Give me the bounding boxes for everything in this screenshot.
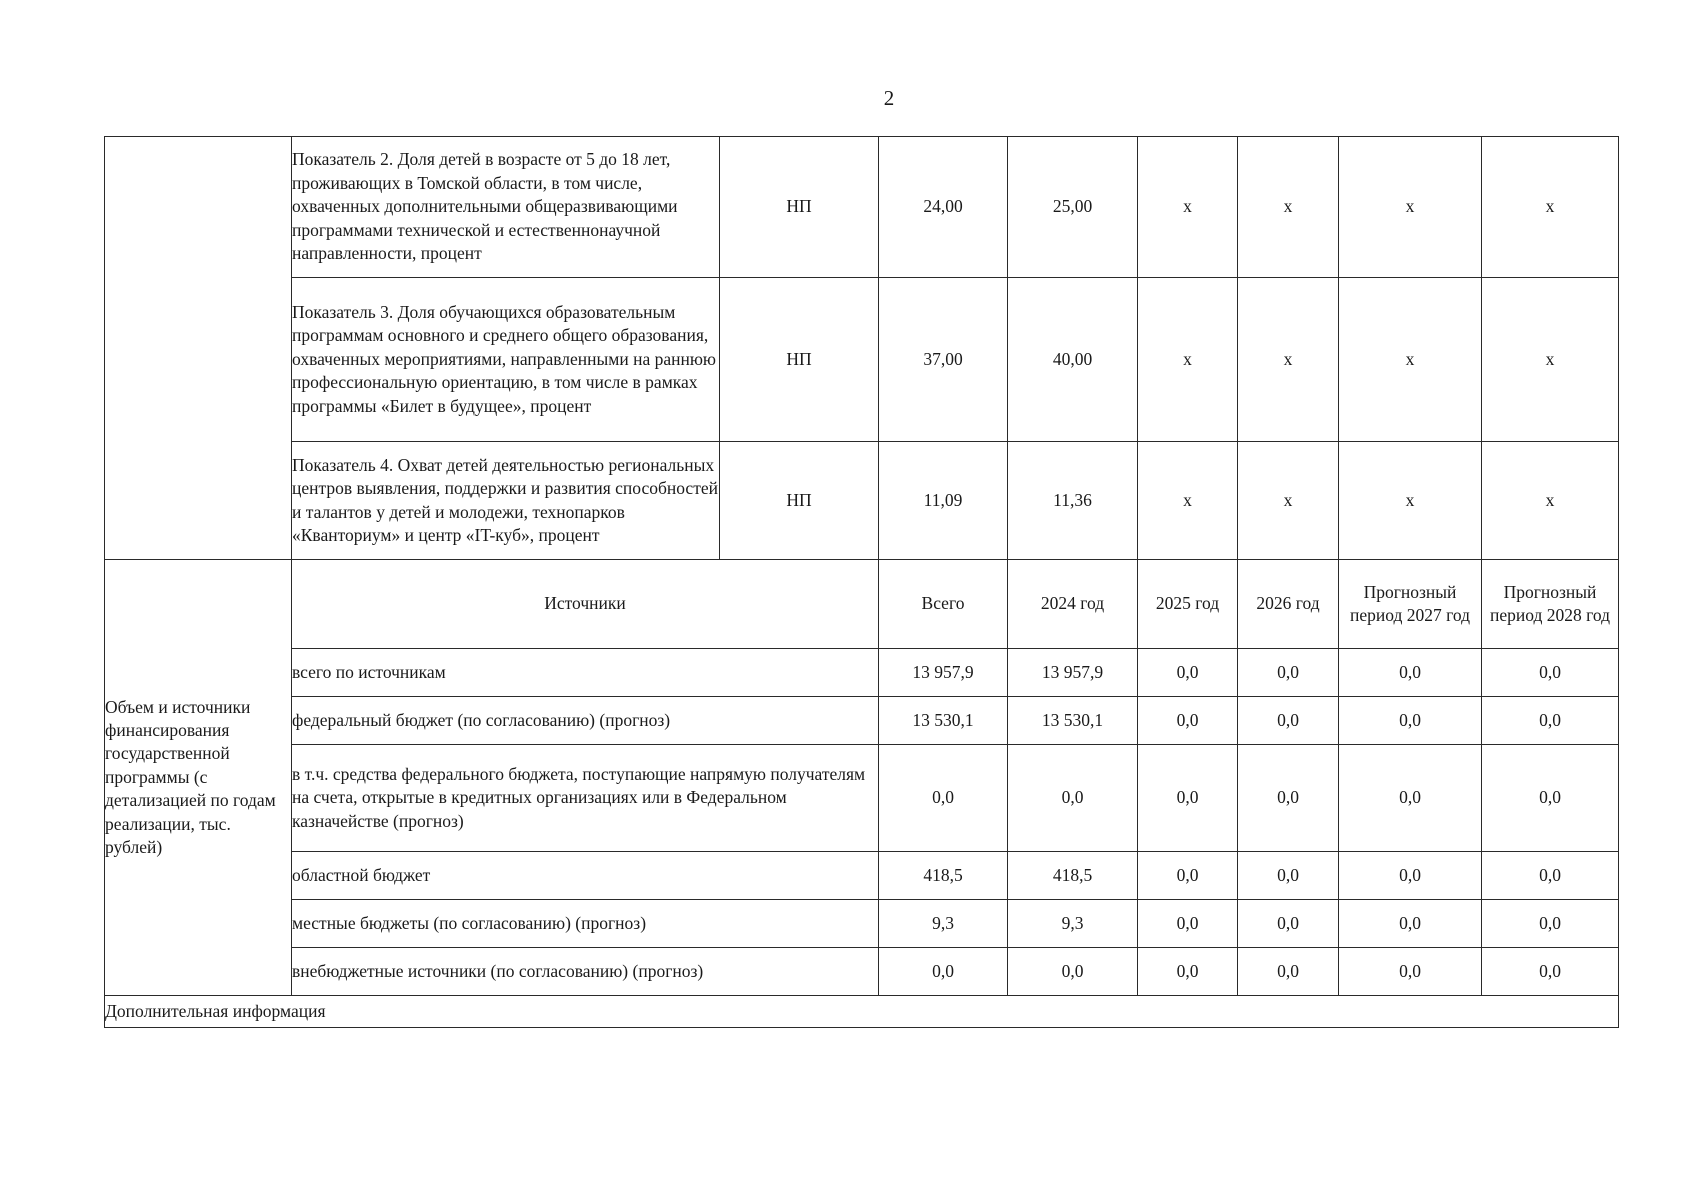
indicators-label-cell	[105, 137, 292, 560]
indicator-code: НП	[720, 278, 879, 442]
financing-2024: 13 957,9	[1008, 649, 1138, 697]
financing-total: 0,0	[879, 745, 1008, 852]
financing-2026: 0,0	[1238, 900, 1339, 948]
financing-2028: 0,0	[1482, 649, 1619, 697]
header-2027: Прогнозный период 2027 год	[1339, 560, 1482, 649]
header-2028: Прогнозный период 2028 год	[1482, 560, 1619, 649]
indicator-code: НП	[720, 442, 879, 560]
indicator-2028: x	[1482, 442, 1619, 560]
indicator-total: 11,09	[879, 442, 1008, 560]
indicator-2025: x	[1138, 278, 1238, 442]
indicator-text: Показатель 2. Доля детей в возрасте от 5 до 18 лет, проживающих в Томской области, в том числе, охваченных дополнительными общеразвивающими программами технической и естественнонаучной направленности, процент	[292, 137, 720, 278]
financing-2025: 0,0	[1138, 697, 1238, 745]
header-2024: 2024 год	[1008, 560, 1138, 649]
financing-2024: 0,0	[1008, 948, 1138, 996]
additional-info: Дополнительная информация	[105, 996, 1619, 1028]
financing-2028: 0,0	[1482, 948, 1619, 996]
financing-header-row	[105, 560, 1619, 649]
financing-2024: 13 530,1	[1008, 697, 1138, 745]
financing-source: в т.ч. средства федерального бюджета, поступающие напрямую получателям на счета, открытые в кредитных организациях или в Федеральном казначействе (прогноз)	[292, 745, 879, 852]
indicator-2026: x	[1238, 278, 1339, 442]
financing-source: всего по источникам	[292, 649, 879, 697]
financing-2024: 9,3	[1008, 900, 1138, 948]
additional-info-row	[105, 996, 1619, 1028]
financing-2027: 0,0	[1339, 852, 1482, 900]
financing-2024: 418,5	[1008, 852, 1138, 900]
financing-row	[105, 852, 1619, 900]
financing-total: 13 530,1	[879, 697, 1008, 745]
financing-2026: 0,0	[1238, 745, 1339, 852]
program-table	[104, 136, 1619, 1028]
indicator-2027: x	[1339, 442, 1482, 560]
indicator-total: 24,00	[879, 137, 1008, 278]
header-sources: Источники	[292, 560, 879, 649]
financing-2025: 0,0	[1138, 900, 1238, 948]
financing-row	[105, 948, 1619, 996]
header-2025: 2025 год	[1138, 560, 1238, 649]
financing-label: Объем и источники финансирования государственной программы (с детализацией по годам реализации, тыс. рублей)	[105, 560, 292, 996]
financing-2027: 0,0	[1339, 948, 1482, 996]
financing-2027: 0,0	[1339, 649, 1482, 697]
financing-row	[105, 697, 1619, 745]
financing-2025: 0,0	[1138, 745, 1238, 852]
financing-total: 418,5	[879, 852, 1008, 900]
financing-2025: 0,0	[1138, 852, 1238, 900]
financing-2028: 0,0	[1482, 852, 1619, 900]
page-number: 2	[883, 86, 895, 110]
indicator-row	[105, 278, 1619, 442]
financing-2026: 0,0	[1238, 649, 1339, 697]
indicator-2024: 40,00	[1008, 278, 1138, 442]
financing-2027: 0,0	[1339, 745, 1482, 852]
indicator-total: 37,00	[879, 278, 1008, 442]
financing-source: местные бюджеты (по согласованию) (прогноз)	[292, 900, 879, 948]
financing-2027: 0,0	[1339, 697, 1482, 745]
financing-row	[105, 649, 1619, 697]
financing-2026: 0,0	[1238, 948, 1339, 996]
indicator-2028: x	[1482, 278, 1619, 442]
financing-source: внебюджетные источники (по согласованию) (прогноз)	[292, 948, 879, 996]
financing-total: 13 957,9	[879, 649, 1008, 697]
financing-total: 0,0	[879, 948, 1008, 996]
indicator-2027: x	[1339, 278, 1482, 442]
indicator-2027: x	[1339, 137, 1482, 278]
financing-2025: 0,0	[1138, 649, 1238, 697]
financing-2027: 0,0	[1339, 900, 1482, 948]
header-total: Всего	[879, 560, 1008, 649]
financing-2028: 0,0	[1482, 745, 1619, 852]
indicator-code: НП	[720, 137, 879, 278]
financing-source: областной бюджет	[292, 852, 879, 900]
financing-2028: 0,0	[1482, 697, 1619, 745]
financing-2026: 0,0	[1238, 852, 1339, 900]
indicator-2024: 25,00	[1008, 137, 1138, 278]
indicator-row	[105, 442, 1619, 560]
indicator-2026: x	[1238, 442, 1339, 560]
indicator-2025: x	[1138, 137, 1238, 278]
indicator-text: Показатель 4. Охват детей деятельностью региональных центров выявления, поддержки и развития способностей и талантов у детей и молодежи, технопарков «Кванториум» и центр «IT-куб», процент	[292, 442, 720, 560]
indicator-2024: 11,36	[1008, 442, 1138, 560]
indicator-2026: x	[1238, 137, 1339, 278]
financing-2026: 0,0	[1238, 697, 1339, 745]
financing-row	[105, 745, 1619, 852]
indicator-2025: x	[1138, 442, 1238, 560]
indicator-2028: x	[1482, 137, 1619, 278]
indicator-row	[105, 137, 1619, 278]
financing-2024: 0,0	[1008, 745, 1138, 852]
financing-2025: 0,0	[1138, 948, 1238, 996]
financing-total: 9,3	[879, 900, 1008, 948]
financing-2028: 0,0	[1482, 900, 1619, 948]
header-2026: 2026 год	[1238, 560, 1339, 649]
financing-row	[105, 900, 1619, 948]
indicator-text: Показатель 3. Доля обучающихся образовательным программам основного и среднего общего образования, охваченных мероприятиями, направленными на раннюю профессиональную ориентацию, в том числе в рамках программы «Билет в будущее», процент	[292, 278, 720, 442]
financing-source: федеральный бюджет (по согласованию) (прогноз)	[292, 697, 879, 745]
